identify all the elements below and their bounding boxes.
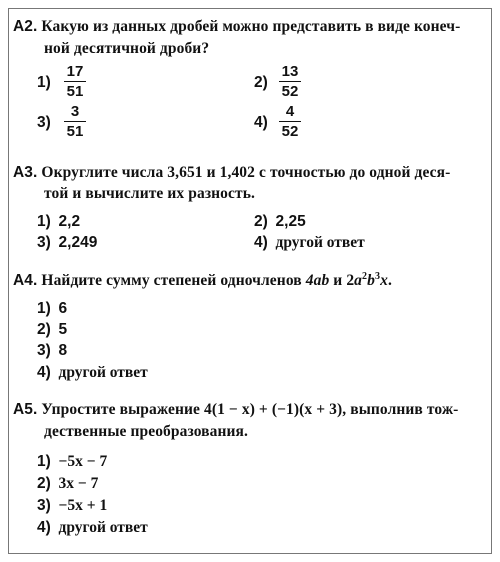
a2-option-3-label: 3) [37, 114, 51, 131]
question-a5-line1: А5. Упростите выражение 4(1 − x) + (−1)(x + 3), выполнив тож- [13, 401, 459, 418]
question-a3-line1 [13, 164, 450, 182]
a5-option-2: 2) 3x − 7 [37, 475, 99, 492]
a2-option-4-denominator: 52 [281, 123, 299, 141]
worksheet-page [8, 8, 492, 554]
monomial-2: $2a^2b^3x$ [346, 271, 388, 290]
a2-option-2-denominator: 52 [281, 83, 299, 101]
a2-option-2-numerator: 13 [281, 63, 299, 80]
a5-option-1: 1) −5x − 7 [37, 453, 108, 470]
a2-option-2-label: 2) [254, 74, 268, 91]
a2-option-1-fraction [64, 63, 86, 100]
a5-option-3: 3) −5x + 1 [37, 497, 108, 514]
question-a2-id: А2. [13, 18, 38, 35]
question-a2-line1 [13, 18, 460, 36]
a3-option-4: 4) другой ответ [254, 234, 365, 251]
a5-option-4: 4) другой ответ [37, 519, 148, 536]
a3-option-2: 2) 2,25 [254, 213, 306, 230]
a2-option-4-fraction [279, 103, 301, 140]
a3-option-3: 3) 2,249 [37, 234, 98, 251]
a3-option-1-value: 2,2 [58, 213, 81, 230]
question-a2-text: Какую из данных дробей можно представить в виде конеч- [41, 18, 461, 35]
question-a3-text: Округлите числа 3,651 и 1,402 с точностью до одной деся- [41, 164, 451, 181]
a4-option-2: 2) 5 [37, 321, 68, 338]
question-a5-id: А5. [13, 401, 38, 418]
conjunction: и [333, 272, 343, 290]
a4-option-3: 3) 8 [37, 342, 68, 359]
a2-option-3-numerator: 3 [70, 103, 80, 120]
question-a5-line2: дественные преобразования. [44, 423, 249, 440]
a2-option-3-denominator: 51 [66, 123, 84, 141]
question-a5-expression: 4(1 − x) + (−1)(x + 3), [204, 401, 347, 418]
question-a3-id: А3. [13, 164, 38, 181]
a2-option-1-label: 1) [37, 74, 51, 91]
a3-option-1: 1) 2,2 [37, 213, 81, 230]
a2-option-4-label: 4) [254, 114, 268, 131]
a2-option-1-numerator: 17 [66, 63, 84, 80]
a3-option-2-value: 2,25 [275, 213, 306, 230]
monomial-1: 4ab [305, 272, 330, 290]
question-a3-line2: той и вычислите их разность. [44, 185, 255, 202]
a2-option-2-fraction [279, 63, 301, 100]
a2-option-3-fraction [64, 103, 86, 140]
a4-option-1: 1) 6 [37, 300, 68, 317]
question-a4-line1: А4. Найдите сумму степеней одночленов 4ab и $2a^2b^3x$. [13, 271, 392, 290]
question-a2-line2: ной десятичной дроби? [44, 40, 210, 57]
a2-option-1-denominator: 51 [66, 83, 84, 101]
a2-option-4-numerator: 4 [285, 103, 295, 120]
question-a5-text: Упростите выражение [41, 401, 201, 418]
question-a4-id: А4. [13, 272, 38, 290]
a3-option-4-value: другой ответ [275, 234, 365, 251]
a4-option-4: 4) другой ответ [37, 364, 148, 381]
a3-option-3-value: 2,249 [58, 234, 98, 251]
question-a4-text: Найдите сумму степеней одночленов [41, 272, 302, 290]
